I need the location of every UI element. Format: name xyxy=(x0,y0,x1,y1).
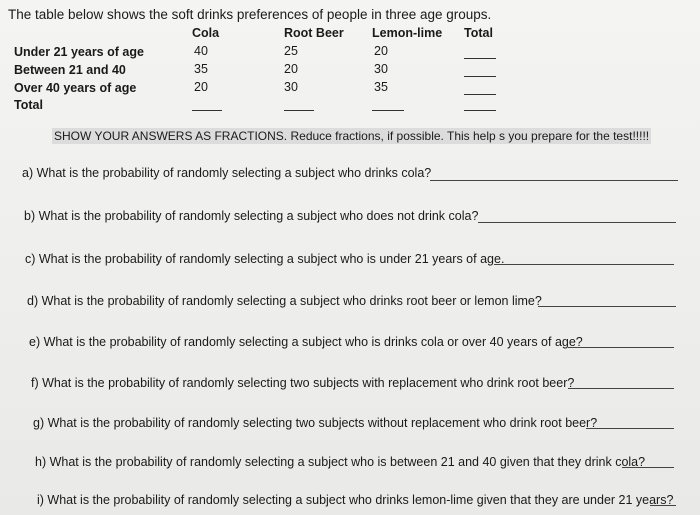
cell-under21-rootbeer: 25 xyxy=(284,44,298,58)
answer-line-g[interactable] xyxy=(586,428,674,429)
answer-line-h[interactable] xyxy=(622,467,674,468)
answer-line-b[interactable] xyxy=(478,222,676,223)
row-label-total: Total xyxy=(14,98,43,112)
answer-line-f[interactable] xyxy=(568,388,674,389)
row-label-under-21: Under 21 years of age xyxy=(14,45,144,59)
question-g: g) What is the probability of randomly selecting two subjects without replacement who drink root beer? xyxy=(33,416,598,430)
cell-over40-lemonlime: 35 xyxy=(374,80,388,94)
blank-grand-total xyxy=(464,110,496,111)
answer-line-i[interactable] xyxy=(650,505,676,506)
question-f: f) What is the probability of randomly selecting two subjects with replacement who drink root beer? xyxy=(31,376,575,390)
row-label-between-21-40: Between 21 and 40 xyxy=(14,63,126,77)
question-a: a) What is the probability of randomly selecting a subject who drinks cola? xyxy=(22,166,432,180)
blank-total-row1 xyxy=(464,58,496,59)
blank-total-row3 xyxy=(464,94,496,95)
question-h: h) What is the probability of randomly selecting a subject who is between 21 and 40 given that they drink cola? xyxy=(35,455,646,469)
answer-line-e[interactable] xyxy=(568,347,674,348)
header-cola: Cola xyxy=(192,26,220,40)
cell-under21-lemonlime: 20 xyxy=(374,44,388,58)
cell-between-rootbeer: 20 xyxy=(284,62,298,76)
header-total: Total xyxy=(464,26,493,40)
question-i: i) What is the probability of randomly selecting a subject who drinks lemon-lime given that they are under 21 years? xyxy=(37,493,674,507)
row-label-over-40: Over 40 years of age xyxy=(14,81,137,95)
cell-over40-rootbeer: 30 xyxy=(284,80,298,94)
intro-text: The table below shows the soft drinks preferences of people in three age groups. xyxy=(8,7,492,22)
question-d: d) What is the probability of randomly selecting a subject who drinks root beer or lemon lime? xyxy=(27,294,542,308)
blank-total-lemonlime xyxy=(372,110,404,111)
question-c: c) What is the probability of randomly selecting a subject who is under 21 years of age. xyxy=(25,252,505,266)
header-root-beer: Root Beer xyxy=(284,26,344,40)
question-e: e) What is the probability of randomly selecting a subject who is drinks cola or over 40 years of age? xyxy=(29,335,583,349)
blank-total-cola xyxy=(192,110,222,111)
blank-total-rootbeer xyxy=(284,110,314,111)
question-b: b) What is the probability of randomly selecting a subject who does not drink cola? xyxy=(24,209,479,223)
cell-between-lemonlime: 30 xyxy=(374,62,388,76)
cell-between-cola: 35 xyxy=(194,62,208,76)
header-lemon-lime: Lemon-lime xyxy=(372,26,443,40)
instruction-banner: SHOW YOUR ANSWERS AS FRACTIONS. Reduce fractions, if possible. This help s you prepare for the test!!!!! xyxy=(54,129,650,143)
blank-total-row2 xyxy=(464,76,496,77)
cell-over40-cola: 20 xyxy=(194,80,208,94)
answer-line-d[interactable] xyxy=(538,306,676,307)
answer-line-a[interactable] xyxy=(430,180,678,181)
cell-under21-cola: 40 xyxy=(194,44,208,58)
answer-line-c[interactable] xyxy=(494,264,674,265)
